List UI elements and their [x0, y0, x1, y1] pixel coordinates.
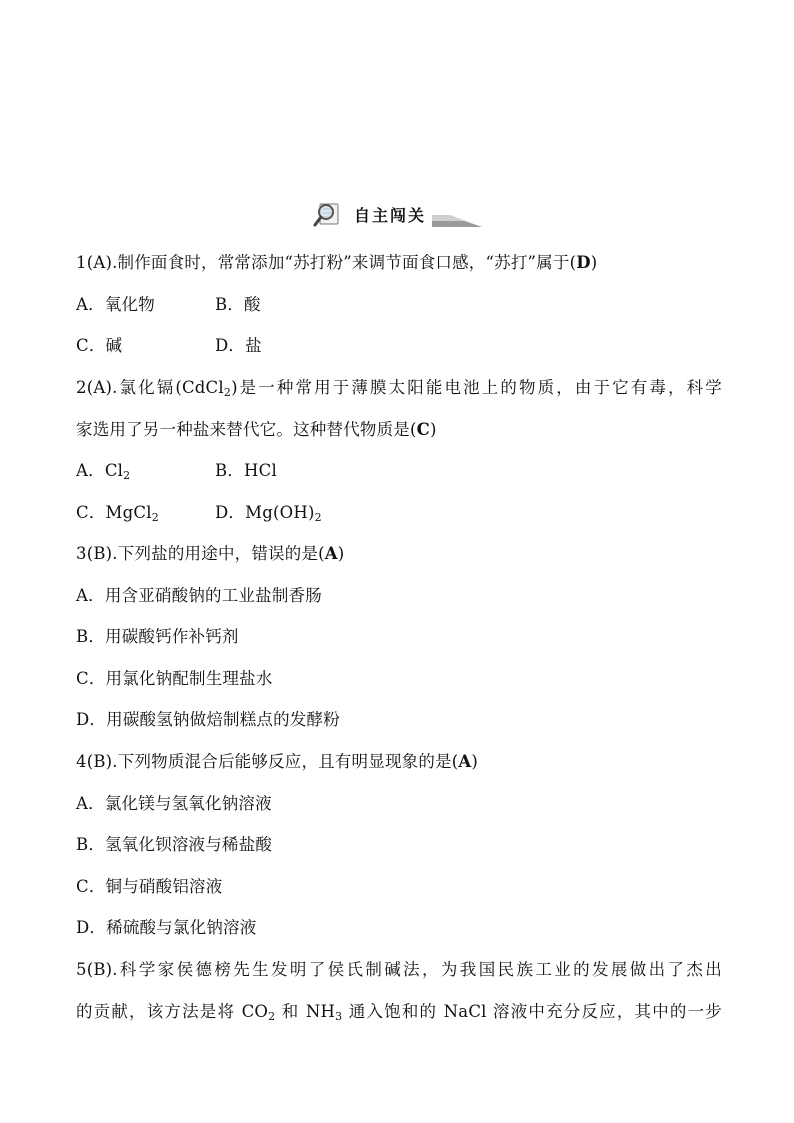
option-b: B．HCl — [215, 461, 277, 480]
question-1-options-row-1 — [76, 293, 722, 317]
question-1-stem: 1(A).制作面食时，常常添加“苏打粉”来调节面食口感，“苏打”属于(D) — [76, 253, 598, 272]
question-3-answer: A — [324, 544, 338, 563]
question-2-stem-line-2: 家选用了另一种盐来替代它。这种替代物质是(C) — [76, 420, 437, 439]
question-2-options-row-2 — [76, 501, 722, 525]
option-a: A．氧化物 — [76, 295, 155, 314]
option-c: C．MgCl$_2$ — [76, 503, 159, 524]
question-3-option-d: D．用碳酸氢钠做焙制糕点的发酵粉 — [76, 710, 340, 729]
question-4-option-c: C．铜与硝酸铝溶液 — [76, 877, 223, 896]
question-3-stem: 3(B).下列盐的用途中，错误的是(A) — [76, 544, 345, 563]
question-2-answer: C — [416, 420, 430, 439]
question-5-stem-line-2: 的贡献，该方法是将 $CO_2$ 和 $NH_3$ 通入饱和的 NaCl 溶液中充分反应，其中的一步 — [76, 1002, 722, 1023]
option-d: D．$Mg(OH)_2$ — [215, 503, 322, 524]
section-header — [0, 198, 794, 230]
magnifier-notebook-icon — [312, 199, 348, 229]
question-4-option-a: A．氯化镁与氢氧化钠溶液 — [76, 794, 272, 813]
option-d: D．盐 — [215, 336, 262, 355]
question-4-option-d: D．稀硫酸与氯化钠溶液 — [76, 918, 257, 937]
option-b: B．酸 — [215, 295, 261, 314]
option-a: A．$Cl_2$ — [76, 461, 131, 482]
header-decoration — [432, 211, 482, 227]
question-4-answer: A — [458, 752, 472, 771]
option-c: C．碱 — [76, 336, 123, 355]
section-title: 自主闯关 — [353, 205, 426, 225]
question-5-stem-line-1: 5(B).科学家侯德榜先生发明了侯氏制碱法，为我国民族工业的发展做出了杰出 — [76, 960, 722, 979]
question-4-stem: 4(B).下列物质混合后能够反应，且有明显现象的是(A) — [76, 752, 479, 771]
question-4-option-b: B．氢氧化钡溶液与稀盐酸 — [76, 835, 273, 854]
question-3-option-b: B．用碳酸钙作补钙剂 — [76, 627, 239, 646]
question-2-stem-line-1: 2(A).氯化镉(CdCl$_2$)是一种常用于薄膜太阳能电池上的物质，由于它有毒，科学 — [76, 378, 722, 399]
question-2-options-row-1 — [76, 459, 722, 483]
question-3-option-a: A．用含亚硝酸钠的工业盐制香肠 — [76, 586, 322, 605]
question-3-option-c: C．用氯化钠配制生理盐水 — [76, 669, 273, 688]
question-1-options-row-2 — [76, 334, 722, 358]
question-1-answer: D — [576, 253, 591, 272]
